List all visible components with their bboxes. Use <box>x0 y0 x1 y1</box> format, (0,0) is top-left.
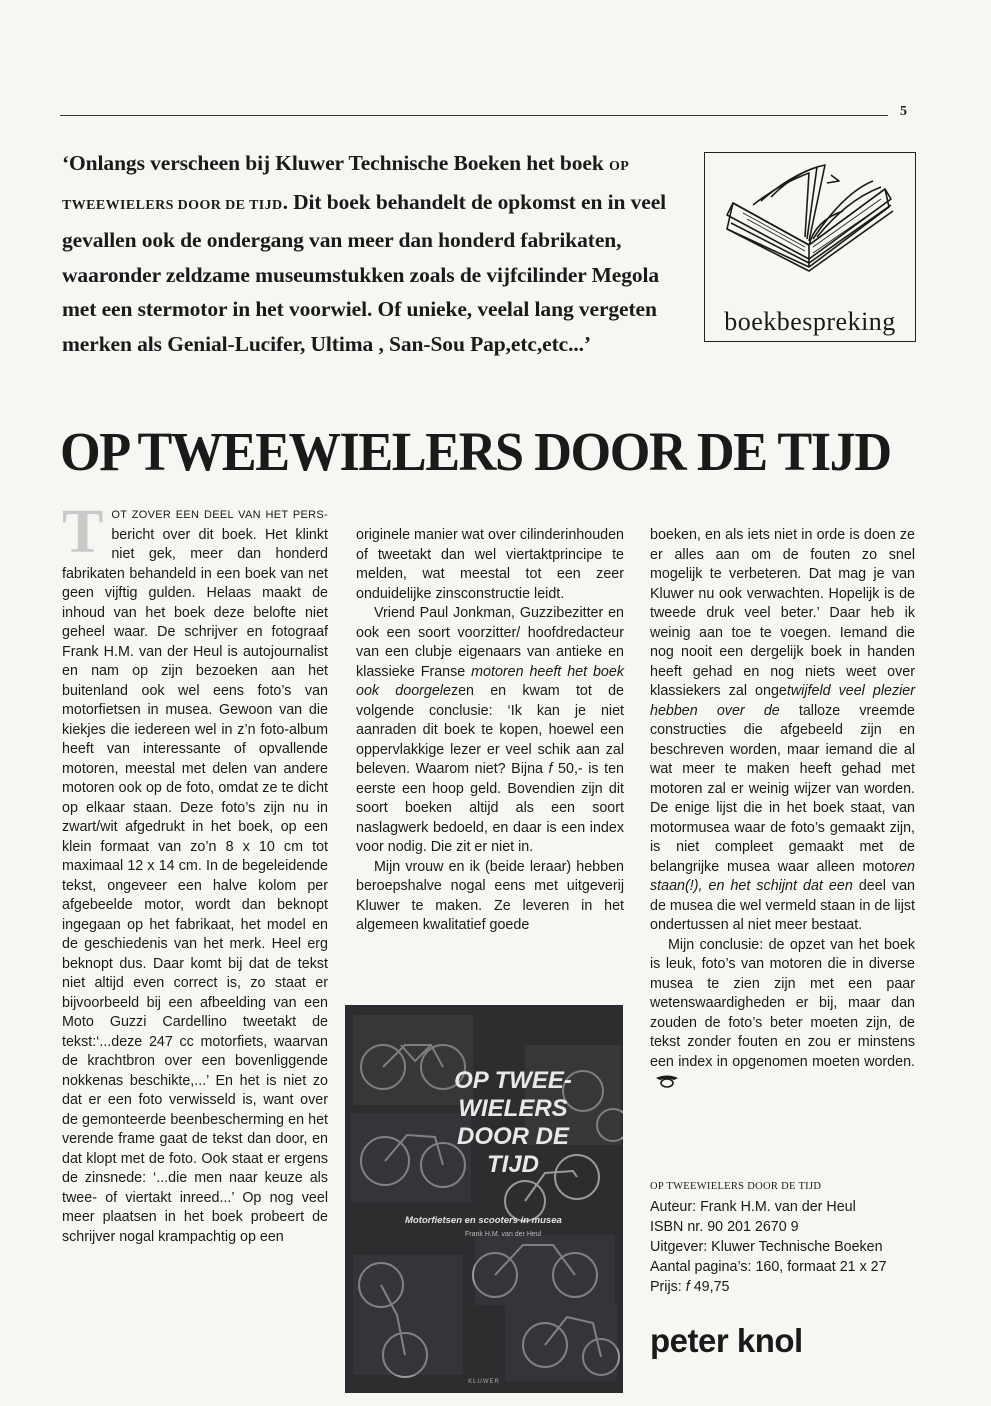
text-run-italic: ren staan(!), en het schijnt dat een <box>650 858 915 894</box>
text-run-italic: twijfeld veel plezier hebben over de <box>650 683 915 719</box>
motorcycle-photo-icon <box>345 1005 623 1393</box>
article-headline: OP TWEEWIELERS DOOR DE TIJD <box>60 421 891 482</box>
text-run: zen en kwam tot de volgende conclusie: ‘Ik kan je niet aanraden dit boek te kopen, hoewel een oppervlakkige lezer er veel schik aan zal beleven. Waarom niet? Bijna <box>356 683 624 777</box>
paragraph: originele manier wat over cilinderinhouden of tweetakt dan wel viertaktprincipe te melden, wat meestal tot een zeer onduidelijke zinsconstructie leidt. <box>356 527 624 602</box>
lead-in-small-caps: OT ZOVER EEN DEEL VAN HET PERS- <box>111 509 328 521</box>
end-mark-icon <box>654 1074 680 1088</box>
book-title: OP TWEEWIELERS DOOR DE TIJD <box>650 1181 822 1192</box>
book-pages: Aantal pagina’s: 160, formaat 21 x 27 <box>650 1259 887 1275</box>
paragraph <box>356 604 624 858</box>
price-value: 49,75 <box>689 1279 730 1295</box>
drop-cap: T <box>62 498 104 566</box>
paragraph: Mijn vrouw en ik (beide leraar) hebben beroepshalve nogal eens met uitgeverij Kluwer te maken. Ze leveren in het algemeen kwalitatief goede <box>356 858 624 933</box>
article-column-1 <box>62 498 328 1247</box>
cover-title: OP TWEE-WIELERS DOOR DE TIJD <box>454 1067 572 1178</box>
open-book-icon <box>713 159 907 307</box>
col1-text: bericht over dit boek. Het klinkt niet gek, meer dan honderd fabrikaten behandeld in een boek van net geen vijftig gulden. Helaas maakt de inhoud van het boek deze belofte niet geheel waar. De schrijver en fotograaf Frank H.M. van der Heul is autojournalist en nam op zijn bezoeken aan het buitenland ook wel eens foto’s van motorfietsen in musea. Gewoon van die kiekjes die iedereen wel in z’n foto-album heeft van interessante of opvallende motoren, meestal met delen van andere motoren ook op de foto, omdat ze te dicht op elkaar staan. Deze foto’s zijn nu in zwart/wit afgedrukt in het boek, op een klein formaat van zo’n 8 x 10 cm tot maximaal 12 x 14 cm. In de begeleidende tekst, ongeveer een halve kolom per afgebeelde motor, wordt dan beknopt ingegaan op het fabrikaat, het model en de geschiedenis van het merk. Heel erg beknopt dus. Daar komt bij dat de tekst niet altijd even correct is, zo staat er bijvoorbeeld bij een afbeelding van een Moto Guzzi Cardellino tweetakt de tekst:‘...deze 247 cc motorfiets, waarvan de krachtbron over een bovenliggende nokkenas beschikte,...’ En het is niet zo dat er een foto verwisseld is, want over de gemonteerde beenbescherming en het verende frame gaat de tekst dan door, en dat klopt met de foto. Ook staat er ergens de zinsnede: ‘...die men naar keuze als twee- of viertakt inreed...’ Op nog veel meer plaatsen in het boek probeert de schrijver nogal krampachtig op een <box>62 526 328 1245</box>
article-column-3 <box>650 526 915 1092</box>
article-column-2 <box>356 526 624 936</box>
badge-label: boekbespreking <box>724 307 896 336</box>
cover-subtitle: Motorfietsen en scooters in musea <box>405 1215 562 1226</box>
text-run: 50,- is ten eerste een hoop geld. Bovendien zijn dit soort boeken altijd als een soort naslagwerk bedoeld, en daar is een index voor nodig. Die zit er niet in. <box>356 761 624 855</box>
text-run: deel van de musea die wel vermeld staan in de lijst ondertussen al niet meer bestaat. <box>650 878 915 933</box>
author-signature: peter knol <box>650 1322 803 1359</box>
intro-book-title: OP TWEEWIELERS DOOR DE TIJD <box>62 159 629 213</box>
book-isbn: ISBN nr. 90 201 2670 9 <box>650 1219 799 1235</box>
cover-author: Frank H.M. van der Heul <box>465 1231 542 1238</box>
cover-publisher: KLUWER <box>468 1379 500 1385</box>
text-run: boeken, en als iets niet in orde is doen ze er alles aan om de fouten zo snel mogelijk te verbeteren. Dat mag je van Kluwer nu ook verwachten. Hopelijk is de tweede druk veel beter.’ Daar heb ik weinig aan toe te voegen. Iemand die nog nooit een dergelijk boek in handen heeft gehad en nog niets weet over klassiekers zal onge <box>650 527 915 699</box>
guilder-sign: f <box>685 1279 690 1295</box>
intro-text-1: ‘Onlangs verscheen bij Kluwer Technische Boeken het boek <box>62 151 609 175</box>
intro-text-2: . Dit boek behandelt de opkomst en in veel gevallen ook de ondergang van meer dan honderd fabrikaten, waaronder zeldzame museumstukken zoals de vijfcilinder Megola met een stermotor in het voorwiel. Of unieke, veelal lang vergeten merken als Genial-Lucifer, Ultima , San-Sou Pap,etc,etc...’ <box>62 189 667 356</box>
text-run: Vriend Paul Jonkman, Guzzibezitter en ook een soort voorzitter/ hoofdredacteur van een clubje eigenaars van antieke en klassieke Franse <box>356 605 624 680</box>
paragraph <box>62 498 328 1247</box>
book-publisher: Uitgever: Kluwer Technische Boeken <box>650 1239 883 1255</box>
paragraph <box>650 526 915 936</box>
header-rule <box>60 115 888 116</box>
text-run: Mijn conclusie: de opzet van het boek is leuk, foto’s van motoren die in diverse musea te zien zijn met een paar wetenswaardigheden er bij, maar dan zouden de foto’s beter moeten zijn, de tekst zonder fouten en zou er minstens een index in opgenomen moeten worden. <box>650 936 915 1070</box>
text-run: talloze vreemde constructies die afgebeeld zijn en beschreven worden, maar iemand die al wat meer te maken heeft gehad met motoren zal er weinig wijzer van worden. De enige lijst die in het boek staat, van motormusea waar de foto’s gemaakt zijn, is niet compleet gemaakt met de belangrijke musea waar alleen moto <box>650 702 915 875</box>
paragraph <box>650 936 915 1092</box>
book-details <box>650 1177 920 1297</box>
book-price <box>650 1277 920 1297</box>
guilder-sign: f <box>548 761 553 777</box>
page-number: 5 <box>900 104 907 119</box>
price-label: Prijs: <box>650 1279 686 1295</box>
book-cover-image <box>345 1005 623 1393</box>
intro-blurb <box>62 146 694 361</box>
text-run-italic: motoren heeft het boek ook doorgele <box>356 663 624 699</box>
book-author: Auteur: Frank H.M. van der Heul <box>650 1199 856 1215</box>
section-badge <box>704 152 916 342</box>
